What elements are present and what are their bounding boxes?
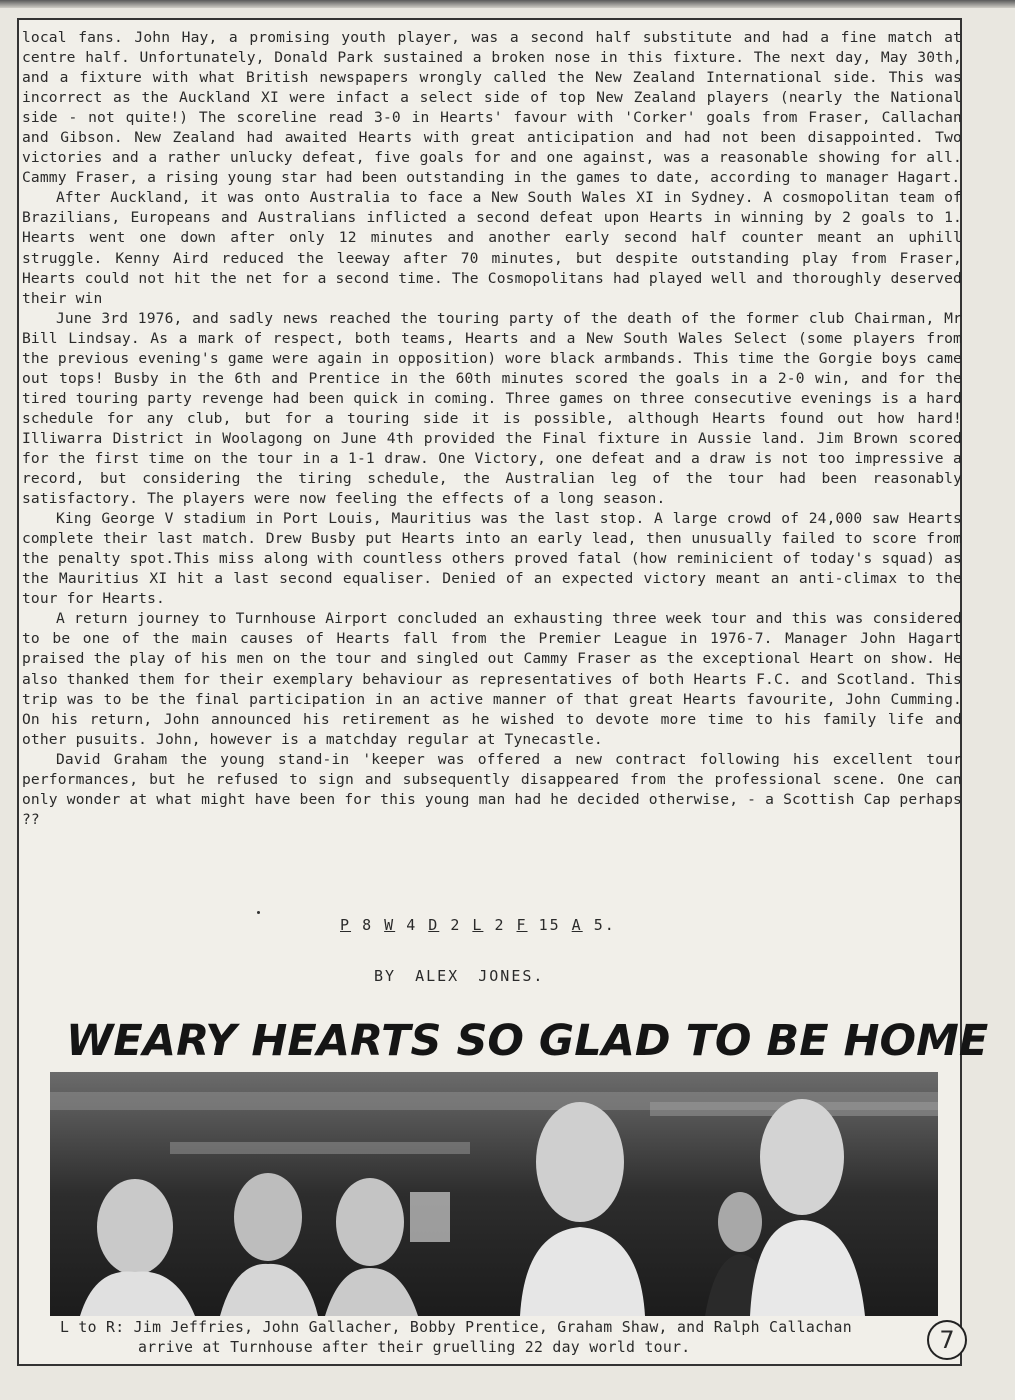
lost-value: 2 xyxy=(494,916,506,934)
paragraph-2: After Auckland, it was onto Australia to face a New South Wales XI in Sydney. A cosmopolitan team of Brazilians, Europeans and Australians inflicted a second defeat upon Hearts in winning by 2 goals to 1. Hearts went one down after only 12 minutes and another early second half counter meant an uphill struggle. Kenny Aird reduced the leeway after 70 minutes, but despite outstanding play from Fraser, Hearts could not hit the net for a second time. The Cosmopolitans had played well and thoroughly deserved their win xyxy=(22,189,962,307)
newspaper-headline: WEARY HEARTS SO GLAD TO BE HOME xyxy=(66,1016,989,1066)
against-label: A xyxy=(571,916,583,934)
article-body xyxy=(22,28,962,830)
played-label: P xyxy=(340,916,352,934)
paragraph-6: David Graham the young stand-in 'keeper was offered a new contract following his excellent tour performances, but he refused to sign and subsequently disappeared from the professional scene. One can only wonder at what might have been for this young man had he decided otherwise, - a Scottish Cap perhaps ?? xyxy=(22,750,962,828)
caption-line-1: L to R: Jim Jeffries, John Gallacher, Bobby Prentice, Graham Shaw, and Ralph Callachan xyxy=(60,1319,852,1336)
team-photo xyxy=(50,1072,938,1316)
for-value: 15 xyxy=(538,916,561,934)
paragraph-5: A return journey to Turnhouse Airport concluded an exhausting three week tour and this was considered to be one of the main causes of Hearts fall from the Premier League in 1976-7. Manager John Hagart praised the play of his men on the tour and singled out Cammy Fraser as the exceptional Heart on show. He also thanked them for their exemplary behaviour as representatives of both Hearts F.C. and Scotland. This trip was to be the final participation in an active manner of that great Hearts favourite, John Cumming. On his return, John announced his retirement as he wished to devote more time to his family life and other pusuits. John, however is a matchday regular at Tynecastle. xyxy=(22,610,962,748)
photo-illustration xyxy=(50,1072,938,1316)
paragraph-1: local fans. John Hay, a promising youth player, was a second half substitute and had a fine match at centre half. Unfortunately, Donald Park sustained a broken nose in this fixture. The next day, May 30th, and a fixture with what British newspapers wrongly called the New Zealand International side. This was incorrect as the Auckland XI were infact a select side of top New Zealand players (nearly the National side - not quite!) The scoreline read 3-0 in Hearts' favour with 'Corker' goals from Fraser, Callachan and Gibson. New Zealand had awaited Hearts with great anticipation and had not been disappointed. Two victories and a rather unlucky defeat, five goals for and one against, was a reasonable showing for all. Cammy Fraser, a rising young star had been outstanding in the games to date, according to manager Hagart. xyxy=(22,29,962,187)
played-value: 8 xyxy=(362,916,374,934)
drawn-label: D xyxy=(428,916,440,934)
caption-line-2: arrive at Turnhouse after their gruelling 22 day world tour. xyxy=(138,1339,691,1356)
photo-caption xyxy=(60,1318,930,1358)
won-value: 4 xyxy=(406,916,418,934)
for-label: F xyxy=(516,916,528,934)
won-label: W xyxy=(384,916,396,934)
byline: BY ALEX JONES. xyxy=(374,967,545,985)
paragraph-3: June 3rd 1976, and sadly news reached the touring party of the death of the former club Chairman, Mr Bill Lindsay. As a mark of respect, both teams, Hearts and a New South Wales Select (some players from the previous evening's game were again in opposition) wore black armbands. This time the Gorgie boys came out tops! Busby in the 6th and Prentice in the 60th minutes scored the goals in a 2-0 win, and for the tired touring party revenge had been quick in coming. Three games on three consecutive evenings is a hard schedule for any club, but for a touring side it is possible, although Hearts found out how hard! Illiwarra District in Woolagong on June 4th provided the Final fixture in Aussie land. Jim Brown scored for the first time on the tour in a 1-1 draw. One Victory, one defeat and a draw is not too impressive a record, but considering the tiring schedule, the Australian leg of the tour had been reasonably satisfactory. The players were now feeling the effects of a long season. xyxy=(22,309,962,508)
drawn-value: 2 xyxy=(450,916,462,934)
scan-top-edge xyxy=(0,0,1015,8)
page-number: 7 xyxy=(927,1320,967,1360)
lost-label: L xyxy=(472,916,484,934)
against-value: 5. xyxy=(593,916,616,934)
paragraph-4: King George V stadium in Port Louis, Mauritius was the last stop. A large crowd of 24,000 saw Hearts complete their last match. Drew Busby put Hearts into an early lead, then unusually failed to score from the penalty spot.This miss along with countless others proved fatal (how reminicient of today's squad) as the Mauritius XI hit a last second equaliser. Denied of an expected victory meant an anti-climax to the tour for Hearts. xyxy=(22,510,962,608)
tour-record xyxy=(340,916,680,934)
stray-dot xyxy=(257,911,260,914)
